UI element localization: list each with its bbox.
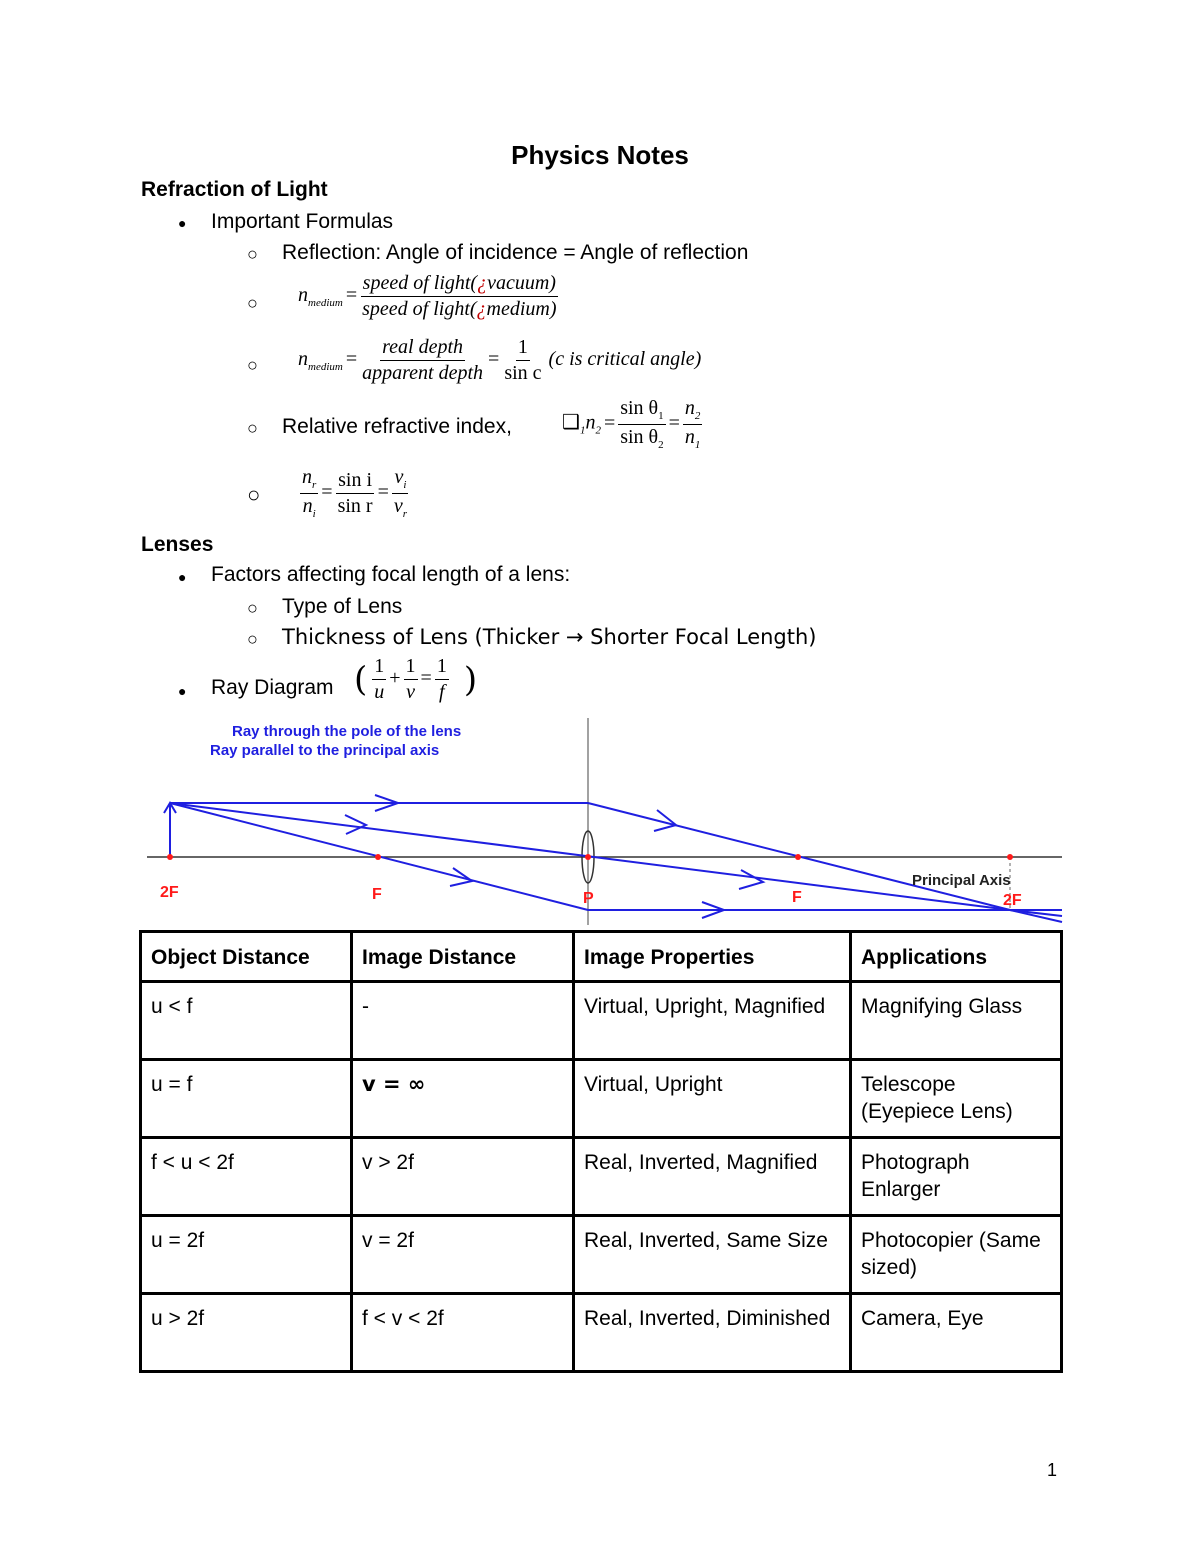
lens-formula: ( $\frac{1}{u}$ + $\frac{1}{v}$ = $\frac{1}{f}$ ) (354, 655, 478, 703)
factor-type-of-lens: Type of Lens (282, 595, 403, 618)
cell-image: v > 2f (352, 1138, 574, 1216)
bullet-dot: ● (178, 215, 187, 231)
header-image-properties: Image Properties (574, 932, 851, 982)
hollow-bullet: ○ (247, 355, 258, 375)
table-header-row (141, 932, 1062, 982)
header-object-distance: Object Distance (141, 932, 352, 982)
label-pole: P (583, 890, 594, 907)
ray-diagram (0, 700, 1200, 930)
header-applications: Applications (851, 932, 1062, 982)
hollow-bullet: ○ (247, 418, 258, 438)
point-2f-left (167, 854, 173, 860)
page-title: Physics Notes (511, 140, 689, 170)
table-row (141, 1138, 1062, 1216)
cell-image: v = ∞ (352, 1060, 574, 1138)
section-heading-lenses: Lenses (141, 533, 214, 556)
legend-parallel-ray: Ray parallel to the principal axis (210, 742, 440, 759)
point-f-right (795, 854, 801, 860)
cell-properties: Virtual, Upright, Magnified (574, 982, 851, 1060)
lens-image-table (139, 930, 1063, 1373)
hollow-bullet: ○ (247, 598, 258, 618)
formula-n-speed: $n_{medium}$ = $\frac{\text{speed of light(¿vacuum)}}{\text{speed of light(¿medium)}}$ (298, 272, 557, 320)
cell-image: - (352, 982, 574, 1060)
cell-properties: Real, Inverted, Same Size (574, 1216, 851, 1294)
cell-object: u > 2f (141, 1294, 352, 1372)
relative-index-label: Relative refractive index, (282, 415, 512, 438)
label-principal-axis: Principal Axis (912, 872, 1011, 889)
factor-thickness: Thickness of Lens (Thicker → Shorter Focal Length) (282, 625, 817, 649)
table-row (141, 1060, 1062, 1138)
table-row (141, 982, 1062, 1060)
page-number: 1 (1046, 1460, 1057, 1480)
label-2f-left: 2F (160, 884, 179, 901)
formula-ratio: $\frac{n_r}{n_i}$ = $\frac{\text{sin i}}{\text{sin r}}$ = $\frac{v_i}{v_r}$ (302, 466, 408, 520)
cell-object: u = 2f (141, 1216, 352, 1294)
cell-object: u = f (141, 1060, 352, 1138)
formula-relative-index: $❑_1n_2$ = $\frac{\sin \theta_1}{\sin \theta_2}$ = $\frac{n_2}{n_1}$ (562, 397, 701, 451)
bullet-dot: ● (178, 683, 187, 699)
cell-object: f < u < 2f (141, 1138, 352, 1216)
label-f-left: F (372, 886, 382, 903)
direction-arrow (345, 815, 366, 834)
hollow-bullet: ○ (247, 244, 258, 264)
hollow-bullet: ○ (247, 629, 258, 649)
label-2f-right: 2F (1003, 892, 1022, 909)
cell-applications: Camera, Eye (851, 1294, 1062, 1372)
legend-pole-ray: Ray through the pole of the lens (232, 723, 462, 740)
cell-applications: Photocopier (Same sized) (851, 1216, 1062, 1294)
cell-applications: Photograph Enlarger (851, 1138, 1062, 1216)
cell-properties: Real, Inverted, Diminished (574, 1294, 851, 1372)
hollow-bullet: ○ (247, 482, 261, 507)
header-image-distance: Image Distance (352, 932, 574, 982)
formula-reflection: Reflection: Angle of incidence = Angle of reflection (282, 241, 749, 264)
cell-applications: Telescope (Eyepiece Lens) (851, 1060, 1062, 1138)
section-heading-refraction: Refraction of Light (141, 178, 328, 201)
cell-properties: Real, Inverted, Magnified (574, 1138, 851, 1216)
cell-properties: Virtual, Upright (574, 1060, 851, 1138)
cell-applications: Magnifying Glass (851, 982, 1062, 1060)
point-2f-right (1007, 854, 1013, 860)
bullet-important-formulas: Important Formulas (211, 210, 394, 233)
point-f-left (375, 854, 381, 860)
formula-n-depth: $n_{medium}$ = $\frac{\text{real depth}}{\text{apparent depth}}$ = $\frac{1}{\text{sin c}}$ (c is critical angle) (298, 336, 702, 384)
direction-arrow (739, 870, 763, 889)
bullet-dot: ● (178, 569, 187, 585)
label-f-right: F (792, 889, 802, 906)
cell-object: u < f (141, 982, 352, 1060)
table-row (141, 1216, 1062, 1294)
ray-diagram-label: Ray Diagram (211, 676, 334, 699)
cell-image: f < v < 2f (352, 1294, 574, 1372)
cell-image: v = 2f (352, 1216, 574, 1294)
bullet-factors: Factors affecting focal length of a lens: (211, 563, 571, 586)
table-row (141, 1294, 1062, 1372)
hollow-bullet: ○ (247, 293, 258, 313)
point-pole (585, 854, 591, 860)
